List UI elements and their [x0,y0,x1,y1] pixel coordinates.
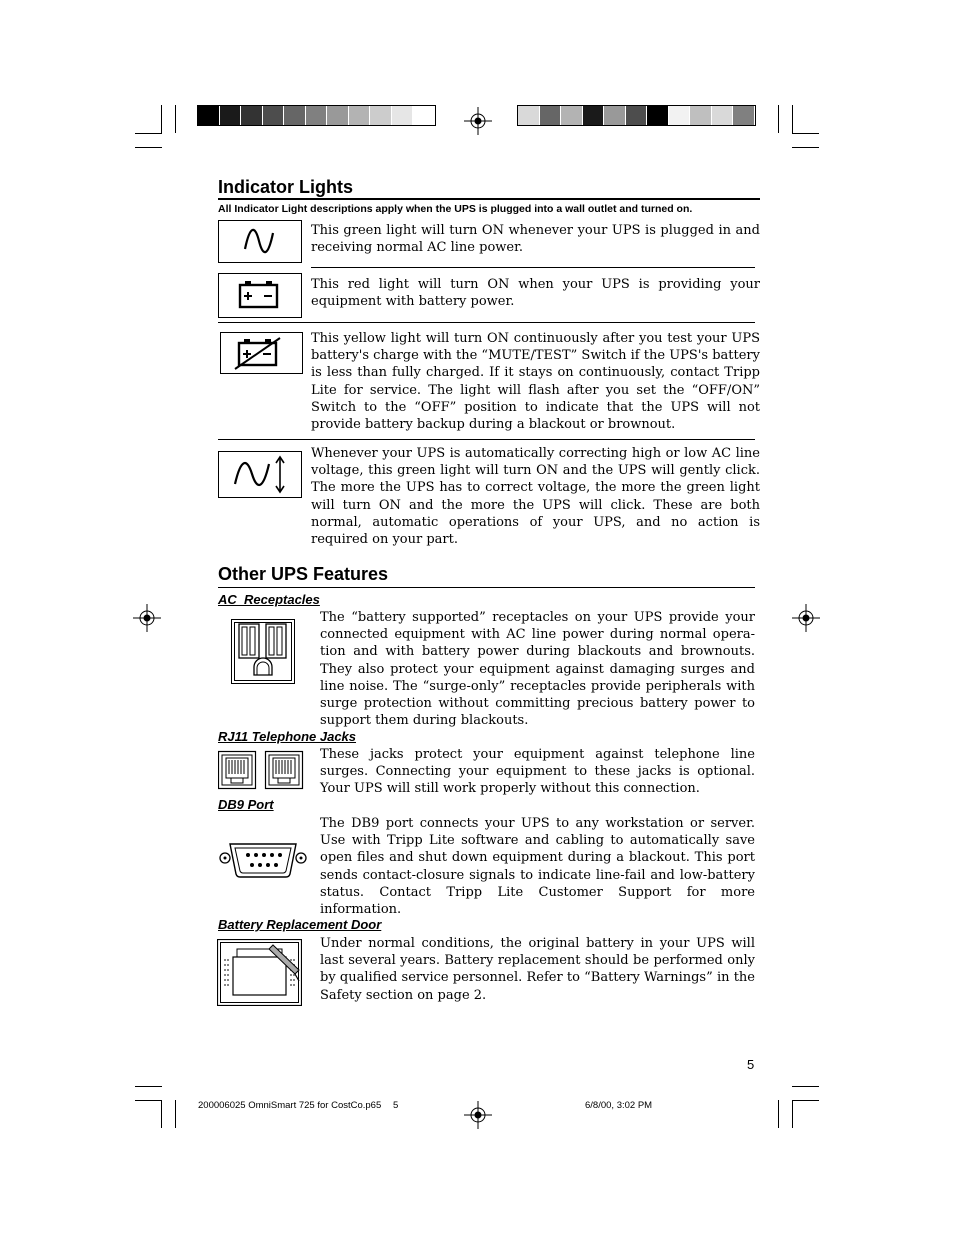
crop-mark [778,105,779,133]
color-swatch [626,106,648,125]
subheading-ac-receptacles: AC Receptacles [218,592,320,607]
indicator-text-ac-power: This green light will turn ON whenever your UPS is plugged in and receiving normal AC line power. [311,223,760,256]
db9-port-icon [216,840,312,880]
battery-crossed-icon [220,332,303,374]
color-swatch [220,106,242,125]
sine-wave-icon [218,220,302,263]
registration-target-icon [464,1101,492,1129]
color-swatch [712,106,734,125]
ac-receptacle-icon [231,619,295,684]
color-swatch [669,106,691,125]
indicator-text-battery-power: This red light will turn ON when your UPS is providing your equipment with battery power. [311,277,760,310]
item-divider [218,322,755,323]
registration-target-icon [133,604,161,632]
color-swatch [370,106,392,125]
crop-mark [792,1086,819,1087]
color-swatch [583,106,605,125]
color-swatch [327,106,349,125]
registration-target-icon [464,107,492,135]
crop-mark [135,1086,162,1087]
crop-mark [135,147,162,148]
voltage-correction-icon [218,451,302,498]
item-divider [311,267,755,268]
color-swatch [306,106,328,125]
subheading-battery-door: Battery Replacement Door [218,917,382,932]
crop-mark [135,133,162,134]
indicator-text-voltage-correction: Whenever your UPS is automatically correcting high or low AC line voltage, this green light will turn ON and the UPS will gently click. The more the UPS has to correct voltage, the more the green light will turn ON and the more the UPS will click. These are both normal, automatic operations of your UPS, and no action is required on your part. [311,446,760,548]
subheading-db9-port: DB9 Port [218,797,274,812]
crop-mark [175,105,176,133]
color-swatch [284,106,306,125]
color-swatch [561,106,583,125]
color-swatch [604,106,626,125]
feature-text-ac-receptacles: The “battery supported” receptacles on your UPS provide your connected equipment with AC line power during normal opera-tion and with battery power during blackouts and brownouts. They also protect your equipment against damaging surges and line noise. The “surge-only” receptacles provide peripherals with surge protection without committing precious battery power to support them during blackouts. [320,610,755,729]
grayscale-bar-right [517,105,756,126]
feature-text-battery-door: Under normal conditions, the original battery in your UPS will last several years. Battery replacement should be performed only by qualified service personnel. Refer to “Battery Warnings” in the Safety section on page 2. [320,936,755,1003]
color-swatch [518,106,540,125]
color-swatch [198,106,220,125]
crop-mark [792,1100,793,1128]
subheading-rj11-jacks: RJ11 Telephone Jacks [218,729,357,744]
crop-mark [792,1100,819,1101]
crop-mark [161,1100,162,1128]
feature-text-rj11-jacks: These jacks protect your equipment against telephone line surges. Connecting your equipment to these jacks is optional. Your UPS will still work properly without this connection. [320,747,755,797]
registration-target-icon [792,604,820,632]
grayscale-bar-left [197,105,436,126]
feature-text-db9-port: The DB9 port connects your UPS to any workstation or server. Use with Tripp Lite software and cabling to automatically save open files and shut down equipment during a blackout. This port sends contact-closure signals to indicate line-fail and low-battery status. Contact Tripp Lite Customer Support for more information. [320,816,755,918]
color-swatch [263,106,285,125]
battery-door-icon [217,939,302,1006]
item-divider [218,439,755,440]
crop-mark [792,133,819,134]
section-title-indicator-lights: Indicator Lights [218,177,353,197]
footer-date: 6/8/00, 3:02 PM [585,1100,653,1111]
rj11-jack-icon [218,749,304,791]
color-swatch [733,106,755,125]
crop-mark [161,105,162,133]
title-rule [218,198,760,200]
indicator-note: All Indicator Light descriptions apply when the UPS is plugged into a wall outlet and turned on. [218,203,693,215]
crop-mark [175,1100,176,1128]
battery-icon [218,273,302,318]
indicator-text-battery-test: This yellow light will turn ON continuously after you test your UPS battery's charge with the “MUTE/TEST” Switch if the UPS's battery is less than fully charged. If it stays on continuously, contact Tripp Lite for service. The light will flash after you set the “OFF/ON” Switch to the “OFF” position to indicate that the UPS will not provide battery backup during a blackout or brownout. [311,331,760,433]
color-swatch [540,106,562,125]
page-number: 5 [747,1057,755,1072]
footer-page: 5 [393,1100,399,1111]
crop-mark [778,1100,779,1128]
color-swatch [413,106,435,125]
color-swatch [241,106,263,125]
color-swatch [392,106,414,125]
color-swatch [690,106,712,125]
color-swatch [647,106,669,125]
footer-filename: 200006025 OmniSmart 725 for CostCo.p65 [198,1100,382,1111]
crop-mark [135,1100,162,1101]
section-title-other-features: Other UPS Features [218,564,389,584]
crop-mark [792,147,819,148]
color-swatch [349,106,371,125]
title-rule [218,587,755,588]
crop-mark [792,105,793,133]
